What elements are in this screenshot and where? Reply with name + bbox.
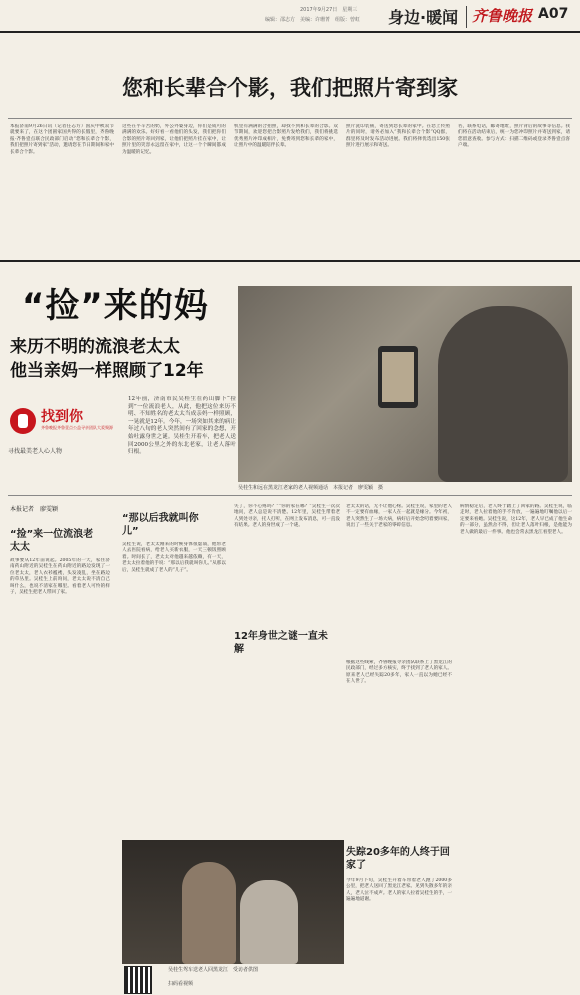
story1-col5: 名，联系电话，邮寄地址，照片背后的故事等信息。我们将在活动结束后，统一为您冲印照片并寄送到家，请您留意查收。参与方式：扫描二维码或登录齐鲁壹点客户端。 — [458, 124, 570, 149]
body-col3: 失了，你不心疼吗？”“你的家在哪？”吴桂生一次次地问，老人总是说不清楚。12年里，吴桂生带着老人到处寻亲，托人打听，在网上发布消息，可一直没有结果。老人的身世成了一个谜。 — [234, 504, 340, 529]
body-col4: 老太太的话，无不让他心疼。吴桂生说，家里的老人不一定要有血缘，一家人在一起就是缘分。今年初，老人突然生了一场大病，病好后开始念叨着要回家，说出了一些关于老家的零碎信息。 — [346, 504, 452, 529]
story1-headline-rule — [8, 118, 572, 119]
subhead-b: “那以后我就叫你儿” — [122, 513, 199, 537]
story1-headline: 您和长辈合个影，我们把照片寄到家 — [122, 76, 458, 100]
subhead-a: “捡”来一位流浪老太太 — [10, 529, 94, 553]
story2-kicker: “捡”来的妈 — [22, 286, 209, 326]
newspaper-logo: 齐鲁晚报 — [472, 7, 533, 25]
intro-text: 12年前，济南市民吴桂生在药山脚下“捡到”一位流浪老人，从此，他把这位来历不明、不知姓名的老太太当成亲妈一样照顾，一晃就是12年。今年，一场突如其来的病让年过八旬的老人突然间有了回家的念想，开始吐露身世之谜。吴桂生开着车，把老人送回2000公里之外的东北老家，让老人落叶归根。 — [128, 396, 236, 456]
body-col1: 故事要从12年前说起。2005年的一天，家住济南药山附近的吴桂生在药山附近的路边发现了一位老太太，老人衣衫褴褛，头发凌乱，坐在路边的草丛里。吴桂生上前询问，老太太说不清自己叫什么，也说不清家在哪里。看着老人可怜的样子，吴桂生把老人带回了家。 — [10, 558, 110, 596]
header-rule — [0, 31, 580, 33]
body-col2: 吴桂生说，老太太刚来的时候身体很虚弱，他带老人去医院看病，给老人买新衣服，一天三顿饭照顾着。时间长了，老太太对他越来越依赖，有一天，老太太拉着他的手说：“那以后我就叫你儿。”从那以后，吴桂生就成了老人的“儿子”。 — [122, 542, 226, 573]
find-you-icon — [10, 408, 36, 434]
photo1-caption: 吴桂生和远在黑龙江老家的老人视频通话 本报记者 廖雯颖 摄 — [238, 485, 384, 491]
header-divider — [466, 6, 467, 28]
story2-subhead-2: 他当亲妈一样照顾了12年 — [10, 361, 204, 381]
story1-col3: 机里有满满的合拍照，却找不到和长辈的合影。双节期间，欢迎您把合影照片发给我们，我们将挑选优秀照片冲印成相片，免费寄到您和长辈的家中，让照片中的温暖陪伴长辈。 — [234, 124, 338, 149]
man-figure-2 — [182, 862, 236, 964]
qr-code[interactable] — [124, 966, 152, 994]
story2-main-photo — [238, 286, 572, 482]
page-number: A07 — [538, 6, 569, 22]
find-you-title: 找到你 — [41, 409, 83, 425]
editors-line: 编辑：邵志方 美编：许珊菁 组版：曾虹 — [265, 17, 361, 23]
story1-col1: 本报济南9月26日讯（记者任志方）国庆中秋双节就要来了，在这个团圆家国共得的长假里，齐鲁晚报·齐鲁壹点联合民政部门启动“您和长辈合个影，我们把照片寄到家”活动，邀请您在节日期间和家中长辈合个影。 — [10, 124, 114, 155]
story2-second-photo — [122, 840, 344, 964]
find-you-subtitle: 齐鲁晚报齐鲁壹点公益寻亲团队大爱聚源 — [41, 425, 113, 430]
find-you-tagline: 寻找最美老人心人物 — [8, 448, 63, 455]
old-woman-figure — [240, 880, 298, 964]
date-line: 2017年9月27日 星期三 — [300, 7, 358, 13]
subhead-d: 失踪20多年的人终于回家了 — [346, 847, 450, 871]
photo1-rule — [8, 495, 572, 496]
photo2-caption: 吴桂生驾车送老人回黑龙江 受访者供图 — [168, 967, 259, 973]
body-col6: 今年9月下旬，吴桂生开着车带着老人跑了2000多公里，把老人送回了黑龙江老家。见到失散多年的亲人，老人泣不成声。老人的家人拉着吴桂生的手，一遍遍地道谢。 — [346, 878, 452, 903]
man-figure — [438, 306, 568, 482]
story-divider — [0, 260, 580, 262]
body-col7: 病情稳定后，老人终于踏上了回家的路。吴桂生说，临走时，老人拉着他的手不肯放，一遍遍地叮嘱他以后一定要来看她。吴桂生说，这12年，老人早已成了他生命的一部分，虽然舍不得，但让老人落叶归根，是他能为老人做的最后一件事。他也会常去黑龙江看望老人。 — [460, 504, 572, 535]
subhead-c: 12年身世之谜一直未解 — [234, 631, 328, 655]
byline: 本报记者 廖雯颖 — [10, 506, 59, 513]
qr-label: 扫码看视频 — [168, 981, 194, 987]
body-col5: 根据这些线索，齐鲁晚报寻亲团队联系上了黑龙江的民政部门，经过多方核实，终于找到了老人的家人。原来老人已经失踪20多年，家人一直以为她已经不在人世了。 — [346, 660, 452, 685]
find-you-logo — [8, 404, 126, 470]
story1-col4: 照片洗印装裱，寄送到您长辈的家中。在您上传照片的同时，请务必加入“我和长辈合个影”QQ群，群里将及时发布活动进展。我们将择优选出150张照片进行展示和寄送。 — [346, 124, 450, 149]
story2-subhead-1: 来历不明的流浪老太太 — [10, 337, 180, 357]
section-title: 身边·暖闻 — [388, 8, 459, 27]
story1-col2: 这些在乎辛苦的奶，外公外婆身边，你们是成可的满满的欢乐。好好看一看他们的头发，我们把你们合影的照片寄回到家，让他们把照片挂在家中，让照片里的笑容永远留在家中，让这一个个瞬间都成为温暖的记忆。 — [122, 124, 226, 155]
